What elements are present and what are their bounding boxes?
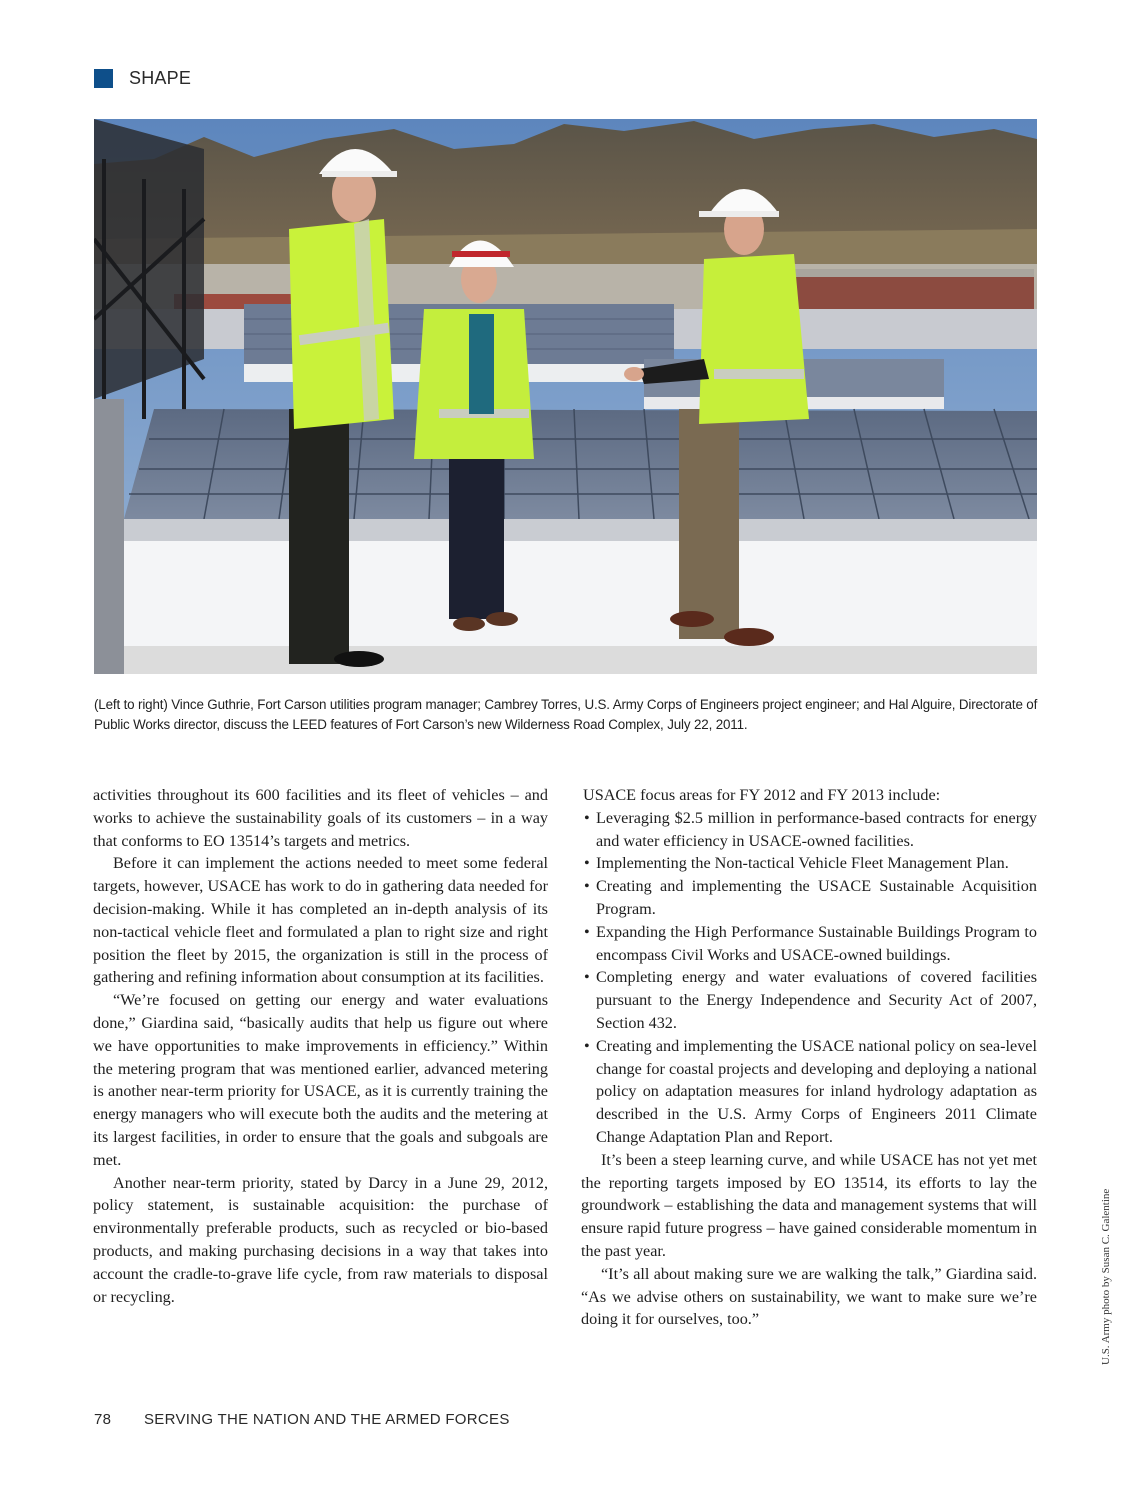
body-paragraph: activities throughout its 600 facilities and its fleet of vehicles – and works to achieve the sustainability goals of its customers – in a way that conforms to EO 13514’s targets and metrics.: [93, 786, 548, 850]
list-item: • Creating and implementing the USACE national policy on sea-level change for coastal projects and developing and deploying a national policy on adaptation measures for inland hydrology adaptation as described in the U.S. Army Corps of Engineers 2011 Climate Change Adaptation Plan and Report.: [581, 1035, 1037, 1149]
section-header: [94, 68, 191, 89]
section-marker-square: [94, 69, 113, 88]
body-paragraph: Another near-term priority, stated by Darcy in a June 29, 2012, policy statement, is sustainable acquisition: the purchase of environmentally preferable products, such as recycled or bio-based products, and making purchasing decisions in a way that takes into account the cradle-to-grave life cycle, from raw materials to disposal or recycling.: [93, 1173, 548, 1306]
rooftop-photo: [94, 119, 1037, 674]
list-item: • Completing energy and water evaluations of covered facilities pursuant to the Energy Independence and Security Act of 2007, Section 432.: [581, 966, 1037, 1034]
list-item: • Leveraging $2.5 million in performance-based contracts for energy and water efficiency in USACE-owned facilities.: [581, 807, 1037, 853]
left-column: [93, 784, 548, 1308]
body-paragraph: “It’s all about making sure we are walking the talk,” Giardina said. “As we advise others on sustainability, we want to make sure we’re doing it for ourselves, too.”: [581, 1264, 1037, 1329]
focus-areas-list: [581, 807, 1037, 1149]
body-paragraph: It’s been a steep learning curve, and while USACE has not yet met the reporting targets imposed by EO 13514, its efforts to lay the groundwork – establishing the data and management systems that will ensure rapid future progress – have gained considerable momentum in the past year.: [581, 1150, 1037, 1260]
running-title: SERVING THE NATION AND THE ARMED FORCES: [144, 1411, 510, 1428]
body-paragraph: Before it can implement the actions needed to meet some federal targets, however, USACE has work to do in gathering data needed for decision-making. While it has completed an in-depth analysis of its non-tactical vehicle fleet and formulated a plan to right size and right position the fleet by 2015, the organization is still in the process of gathering and refining information about consumption at its facilities.: [93, 854, 548, 987]
focus-areas-intro: USACE focus areas for FY 2012 and FY 2013 include:: [583, 786, 941, 804]
list-item: • Expanding the High Performance Sustainable Buildings Program to encompass Civil Works and USACE-owned buildings.: [581, 921, 1037, 967]
section-title: SHAPE: [129, 68, 192, 88]
page-number: 78: [94, 1411, 112, 1428]
photo-credit: U.S. Army photo by Susan C. Galentine: [1100, 1188, 1112, 1365]
page-footer: [94, 1411, 510, 1428]
body-paragraph: “We’re focused on getting our energy and water evaluations done,” Giardina said, “basically audits that help us figure out where we have opportunities to make improvements in efficiency.” Within the metering program that was mentioned earlier, advanced metering is another near-term priority for USACE, as it is currently training the energy managers who will execute both the audits and the metering at its largest facilities, in order to ensure that the goals and subgoals are met.: [93, 991, 548, 1169]
right-column: [581, 784, 1037, 1331]
list-item: • Implementing the Non-tactical Vehicle Fleet Management Plan.: [581, 852, 1037, 875]
photo-caption: (Left to right) Vince Guthrie, Fort Carson utilities program manager; Cambrey Torres, U.S. Army Corps of Engineers project engineer; and Hal Alguire, Directorate of Public Works director, discuss the LEED features of Fort Carson’s new Wilderness Road Complex, July 22, 2011.: [94, 697, 1038, 732]
list-item: • Creating and implementing the USACE Sustainable Acquisition Program.: [581, 875, 1037, 921]
